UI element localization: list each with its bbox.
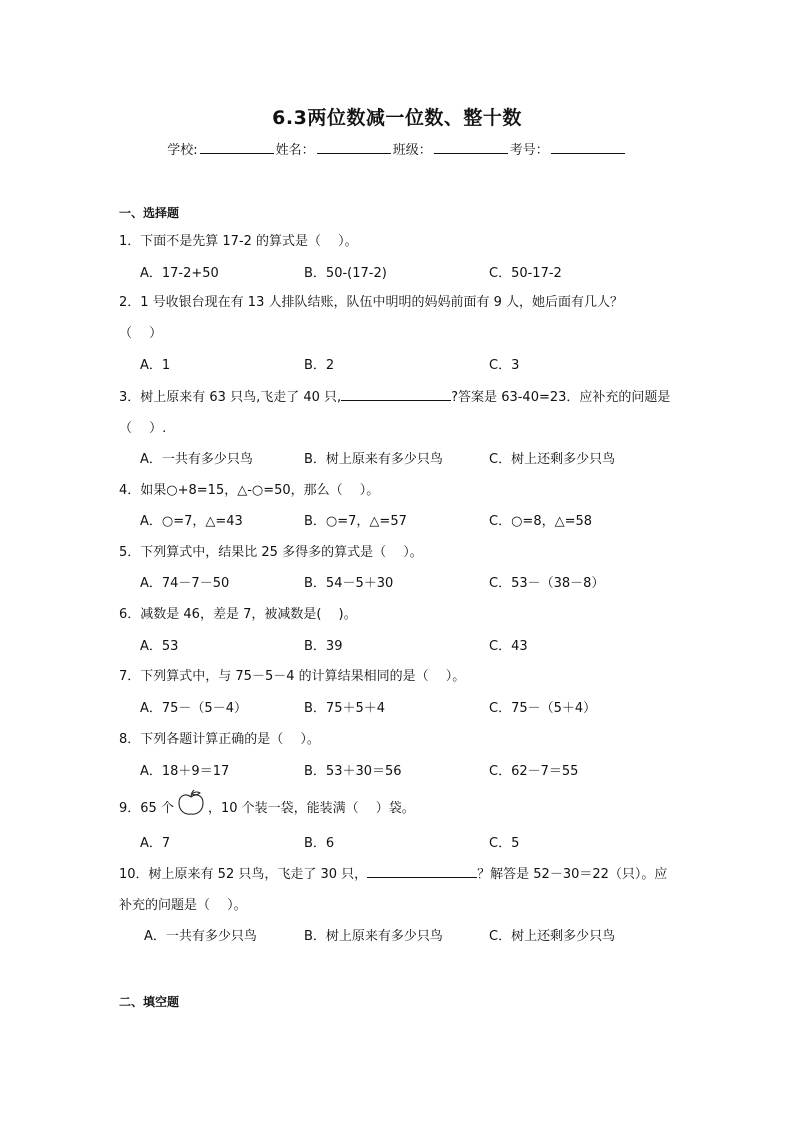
section-heading-fill-in: 二、填空题 — [119, 995, 180, 1009]
apple-icon — [176, 789, 206, 828]
name-label: 姓名： — [275, 143, 315, 158]
question-10-option-c[interactable]: C．树上还剩多少只鸟 — [489, 929, 616, 944]
exam-no-label: 考号： — [509, 143, 549, 158]
question-5-option-c[interactable]: C．53－（38－8） — [489, 576, 605, 591]
question-10-stem-part1: 10．树上原来有 52 只鸟，飞走了 30 只， — [119, 867, 368, 882]
question-9-option-c[interactable]: C．5 — [489, 836, 520, 851]
question-4-option-c[interactable]: C．○=8，△=58 — [489, 514, 593, 529]
question-6-stem: 6．减数是 46，差是 7，被减数是( )。 — [119, 607, 357, 622]
question-1-stem: 1．下面不是先算 17-2 的算式是（ ）。 — [119, 234, 358, 249]
page-title: 6.3两位数减一位数、整十数 — [272, 107, 522, 129]
name-blank[interactable] — [317, 139, 391, 154]
student-info-row — [0, 139, 794, 158]
question-8-stem: 8．下列各题计算正确的是（ ）。 — [119, 732, 320, 747]
question-5-option-b[interactable]: B．54－5＋30 — [304, 576, 394, 591]
question-5-option-a[interactable]: A．74－7－50 — [140, 576, 230, 591]
section-heading-choice: 一、选择题 — [119, 206, 180, 220]
question-3-stem-line2: （ ）. — [119, 421, 167, 436]
question-7-stem: 7．下列算式中，与 75－5－4 的计算结果相同的是（ ）。 — [119, 669, 466, 684]
question-3-option-a[interactable]: A．一共有多少只鸟 — [140, 452, 253, 467]
question-10-option-b[interactable]: B．树上原来有多少只鸟 — [304, 929, 443, 944]
question-8-option-b[interactable]: B．53＋30＝56 — [304, 764, 402, 779]
question-7-option-c[interactable]: C．75－（5＋4） — [489, 701, 597, 716]
question-10-option-a[interactable]: A．一共有多少只鸟 — [144, 929, 257, 944]
question-3-answer-blank[interactable] — [341, 386, 451, 401]
question-9-stem-part2: ，10 个装一袋，能装满（ ）袋。 — [207, 801, 415, 816]
question-2-stem: 2．1 号收银台现在有 13 人排队结账，队伍中明明的妈妈前面有 9 人，她后面有几人？ — [119, 295, 624, 310]
question-4-option-b[interactable]: B．○=7，△=57 — [304, 514, 407, 529]
question-6-option-b[interactable]: B．39 — [304, 639, 343, 654]
question-10-stem — [119, 863, 667, 882]
question-3-stem-part2: ?答案是 63-40=23．应补充的问题是 — [451, 390, 671, 405]
question-9-stem-part1: 9．65 个 — [119, 801, 174, 816]
question-9-stem — [119, 789, 415, 828]
question-6-option-c[interactable]: C．43 — [489, 639, 528, 654]
class-label: 班级： — [392, 143, 432, 158]
exam-no-blank[interactable] — [551, 139, 625, 154]
question-4-option-a[interactable]: A．○=7，△=43 — [140, 514, 243, 529]
school-blank[interactable] — [200, 139, 274, 154]
question-2-stem-line2: （ ） — [119, 326, 163, 341]
question-1-option-a[interactable]: A．17-2+50 — [140, 266, 219, 281]
question-9-option-a[interactable]: A．7 — [140, 836, 171, 851]
question-9-option-b[interactable]: B．6 — [304, 836, 335, 851]
question-3-stem-part1: 3．树上原来有 63 只鸟,飞走了 40 只, — [119, 390, 342, 405]
question-10-stem-line2: 补充的问题是（ ）。 — [119, 898, 247, 913]
question-2-option-c[interactable]: C．3 — [489, 358, 520, 373]
question-1-option-c[interactable]: C．50-17-2 — [489, 266, 562, 281]
question-1-option-b[interactable]: B．50-(17-2) — [304, 266, 387, 281]
question-7-option-b[interactable]: B．75＋5＋4 — [304, 701, 386, 716]
question-7-option-a[interactable]: A．75－（5－4） — [140, 701, 247, 716]
question-2-option-a[interactable]: A．1 — [140, 358, 171, 373]
class-blank[interactable] — [434, 139, 508, 154]
question-5-stem: 5．下列算式中，结果比 25 多得多的算式是（ ）。 — [119, 545, 423, 560]
question-4-stem: 4．如果○+8=15，△-○=50，那么（ ）。 — [119, 483, 380, 498]
question-10-answer-blank[interactable] — [367, 863, 477, 878]
question-3-option-c[interactable]: C．树上还剩多少只鸟 — [489, 452, 616, 467]
question-3-stem — [119, 386, 670, 405]
school-label: 学校: — [167, 143, 198, 158]
question-8-option-a[interactable]: A．18＋9＝17 — [140, 764, 230, 779]
question-3-option-b[interactable]: B．树上原来有多少只鸟 — [304, 452, 443, 467]
question-8-option-c[interactable]: C．62－7＝55 — [489, 764, 579, 779]
question-6-option-a[interactable]: A．53 — [140, 639, 179, 654]
question-2-option-b[interactable]: B．2 — [304, 358, 335, 373]
question-10-stem-part2: ？解答是 52－30＝22（只）。应 — [477, 867, 668, 882]
